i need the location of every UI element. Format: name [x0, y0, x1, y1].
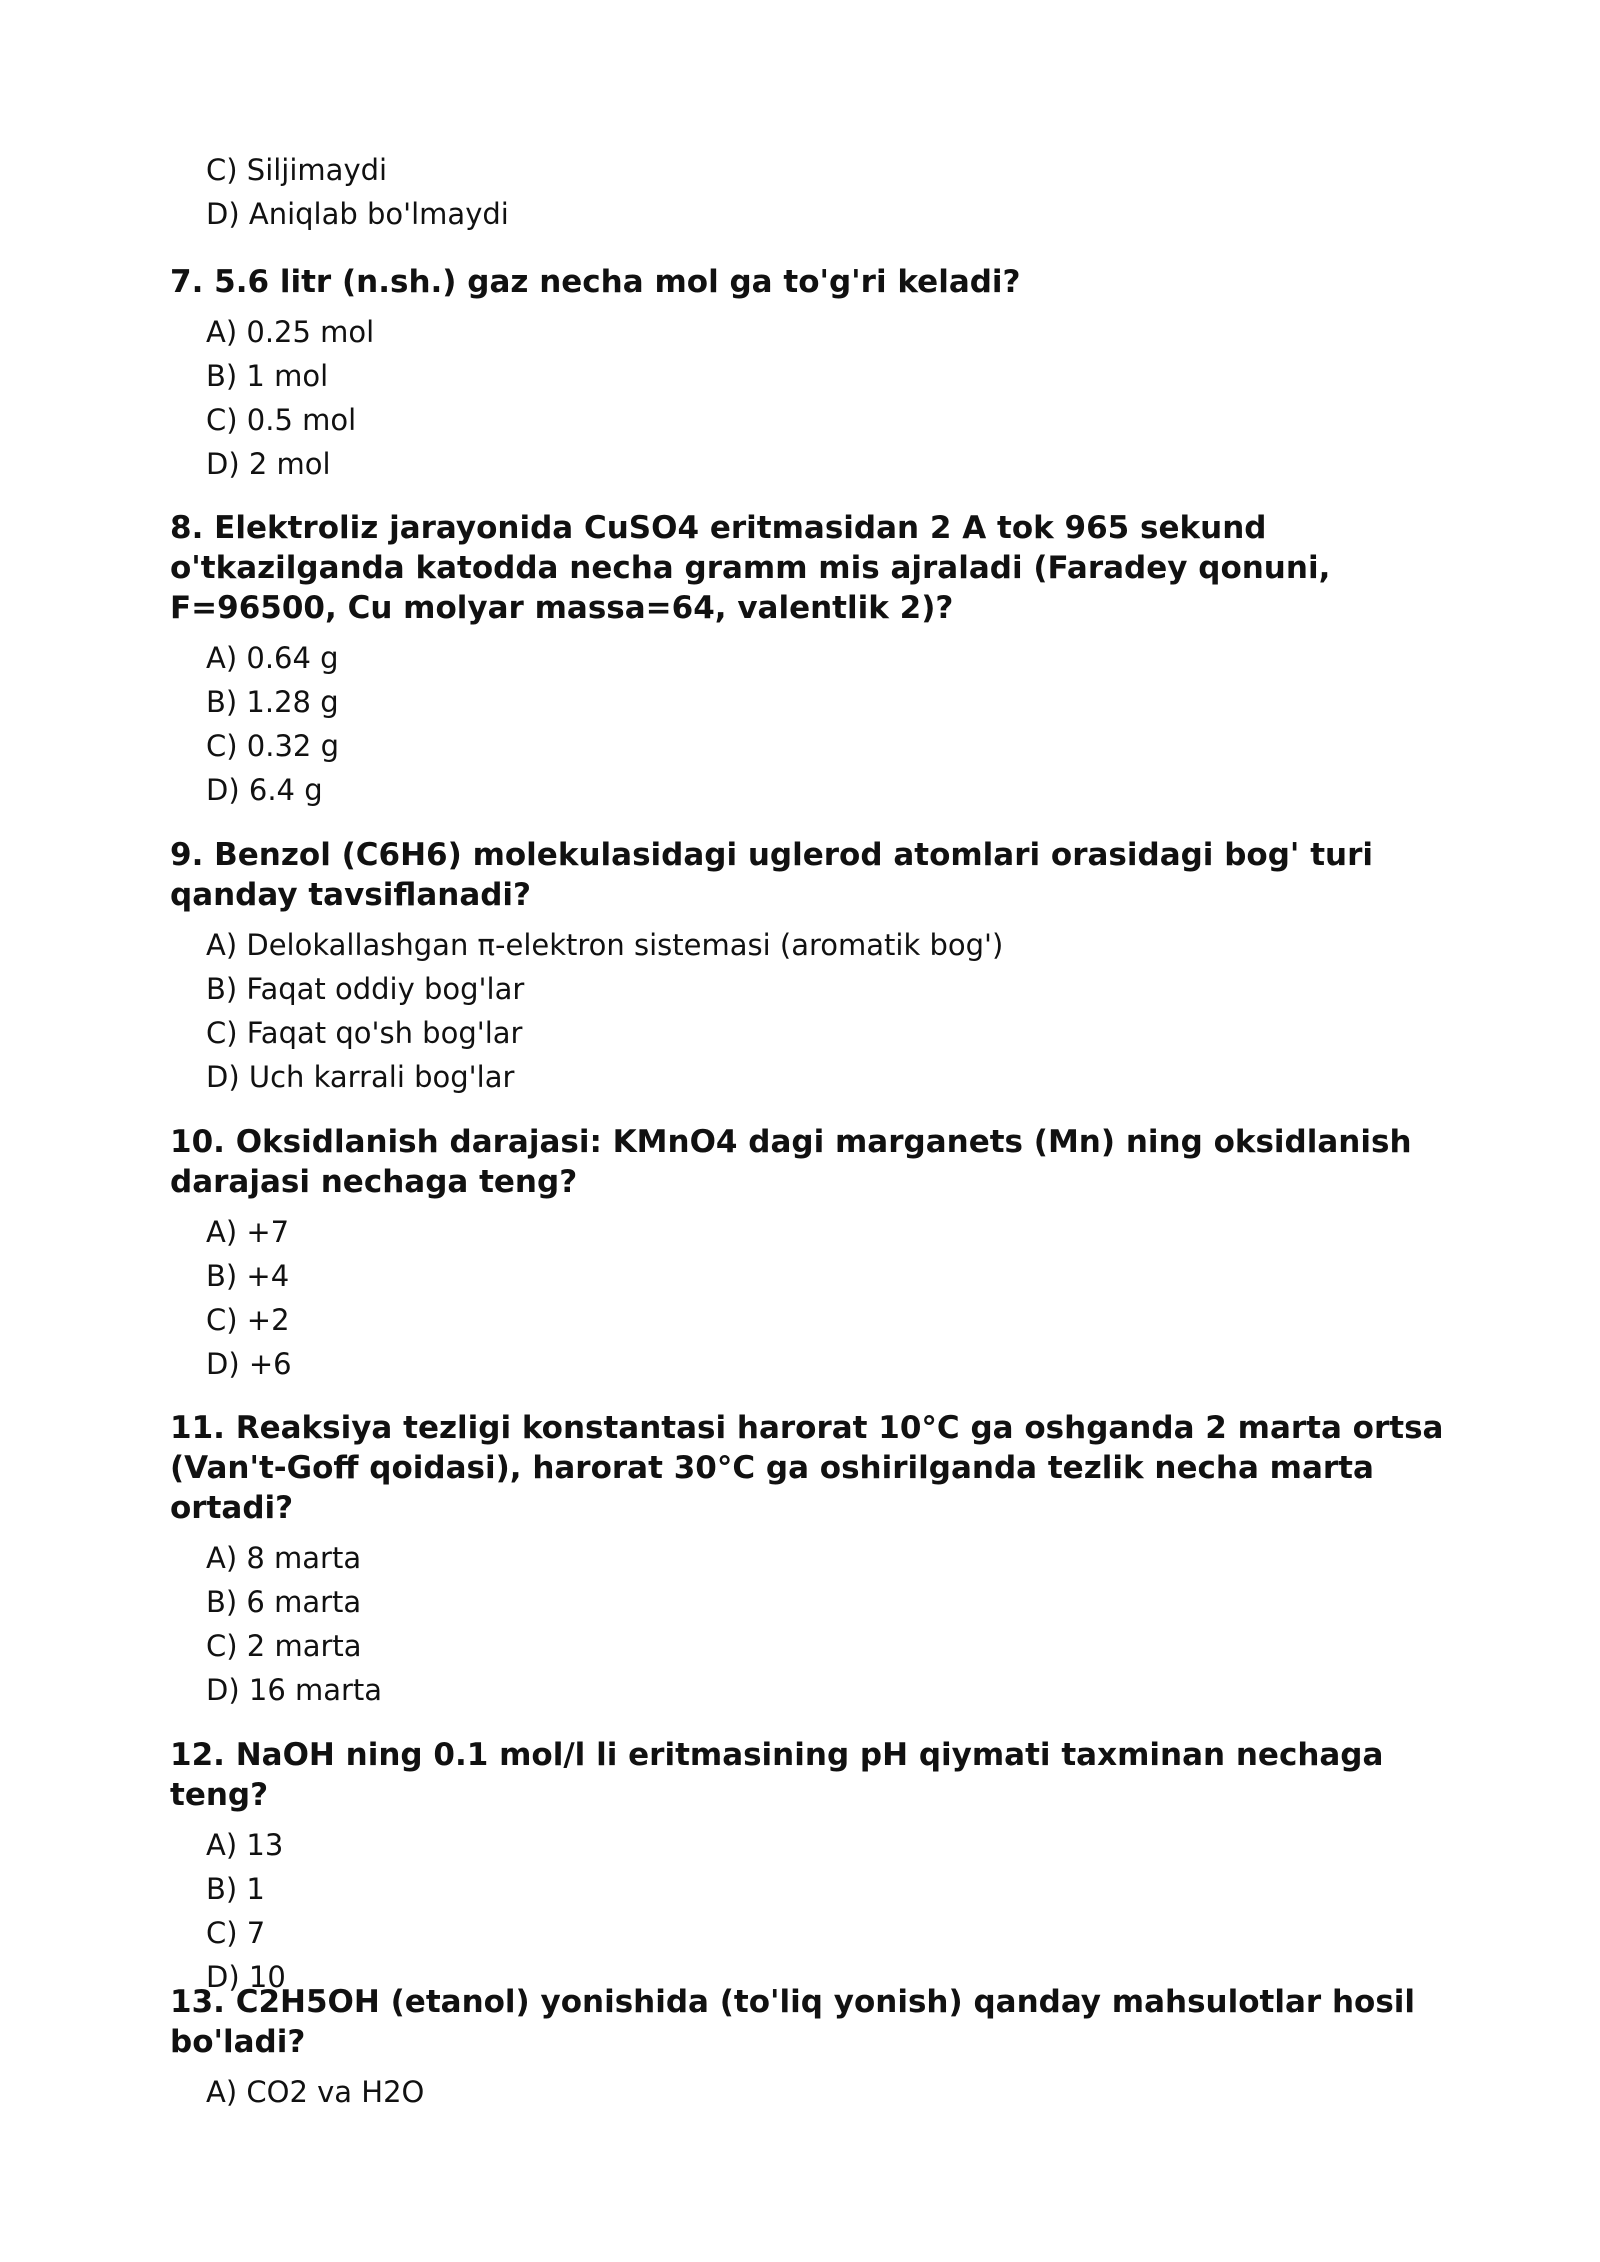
- answer-option: B) 1: [206, 1872, 265, 1906]
- question-11: [170, 1408, 1470, 1712]
- question-13: [170, 1982, 1470, 2114]
- answer-option: D) Uch karrali bog'lar: [206, 1060, 515, 1094]
- answer-option: C) 0.5 mol: [206, 403, 357, 437]
- question-text: 8. Elektroliz jarayonida CuSO4 eritmasidan 2 A tok 965 sekund o'tkazilganda katodda necha gramm mis ajraladi (Faradey qonuni, F=96500, Cu molyar massa=64, valentlik 2)?: [170, 510, 1331, 626]
- answer-option: B) 1 mol: [206, 359, 329, 393]
- answer-option: A) 0.64 g: [206, 641, 339, 675]
- answer-option: D) Aniqlab bo'lmaydi: [206, 197, 509, 231]
- answer-option: D) 2 mol: [206, 447, 331, 481]
- answer-option: D) 6.4 g: [206, 773, 323, 807]
- answer-option: A) +7: [206, 1215, 290, 1249]
- answer-option: A) Delokallashgan π-elektron sistemasi (aromatik bog'): [206, 928, 1004, 962]
- answer-option: D) +6: [206, 1347, 292, 1381]
- answer-option: D) 10: [206, 1960, 286, 1994]
- answer-option: C) Faqat qo'sh bog'lar: [206, 1016, 523, 1050]
- question-12: [170, 1735, 1470, 1999]
- answer-option: B) 6 marta: [206, 1585, 362, 1619]
- question-text: 12. NaOH ning 0.1 mol/l li eritmasining pH qiymati taxminan nechaga teng?: [170, 1737, 1384, 1813]
- answer-option: C) 2 marta: [206, 1629, 362, 1663]
- question-text: 7. 5.6 litr (n.sh.) gaz necha mol ga to'g'ri keladi?: [170, 264, 1021, 300]
- answer-options: [206, 1823, 1470, 1999]
- answer-options: [206, 1536, 1470, 1712]
- answer-option: B) Faqat oddiy bog'lar: [206, 972, 525, 1006]
- answer-option: A) CO2 va H2O: [206, 2075, 425, 2109]
- answer-options: [206, 923, 1470, 1099]
- question-9: [170, 835, 1470, 1099]
- answer-options: [206, 1210, 1470, 1386]
- answer-option: A) 0.25 mol: [206, 315, 375, 349]
- question-10: [170, 1122, 1470, 1386]
- answer-option: C) 7: [206, 1916, 266, 1950]
- carryover-options: [206, 148, 509, 236]
- answer-option: C) Siljimaydi: [206, 153, 388, 187]
- question-text: 13. C2H5OH (etanol) yonishida (to'liq yonish) qanday mahsulotlar hosil bo'ladi?: [170, 1984, 1416, 2060]
- answer-options: [206, 310, 1470, 486]
- answer-option: A) 13: [206, 1828, 284, 1862]
- answer-options: [206, 636, 1470, 812]
- answer-option: B) +4: [206, 1259, 290, 1293]
- answer-option: A) 8 marta: [206, 1541, 362, 1575]
- answer-option: D) 16 marta: [206, 1673, 383, 1707]
- question-8: [170, 508, 1470, 812]
- answer-option: C) +2: [206, 1303, 290, 1337]
- question-text: 10. Oksidlanish darajasi: KMnO4 dagi marganets (Mn) ning oksidlanish darajasi nechaga teng?: [170, 1124, 1412, 1200]
- answer-options: [206, 2070, 1470, 2114]
- question-text: 9. Benzol (C6H6) molekulasidagi uglerod atomlari orasidagi bog' turi qanday tavsiflanadi?: [170, 837, 1373, 913]
- question-text: 11. Reaksiya tezligi konstantasi harorat 10°C ga oshganda 2 marta ortsa (Van't-Goff qoidasi), harorat 30°C ga oshirilganda tezlik necha marta ortadi?: [170, 1410, 1444, 1526]
- answer-option: B) 1.28 g: [206, 685, 339, 719]
- answer-option: C) 0.32 g: [206, 729, 339, 763]
- question-7: [170, 262, 1470, 486]
